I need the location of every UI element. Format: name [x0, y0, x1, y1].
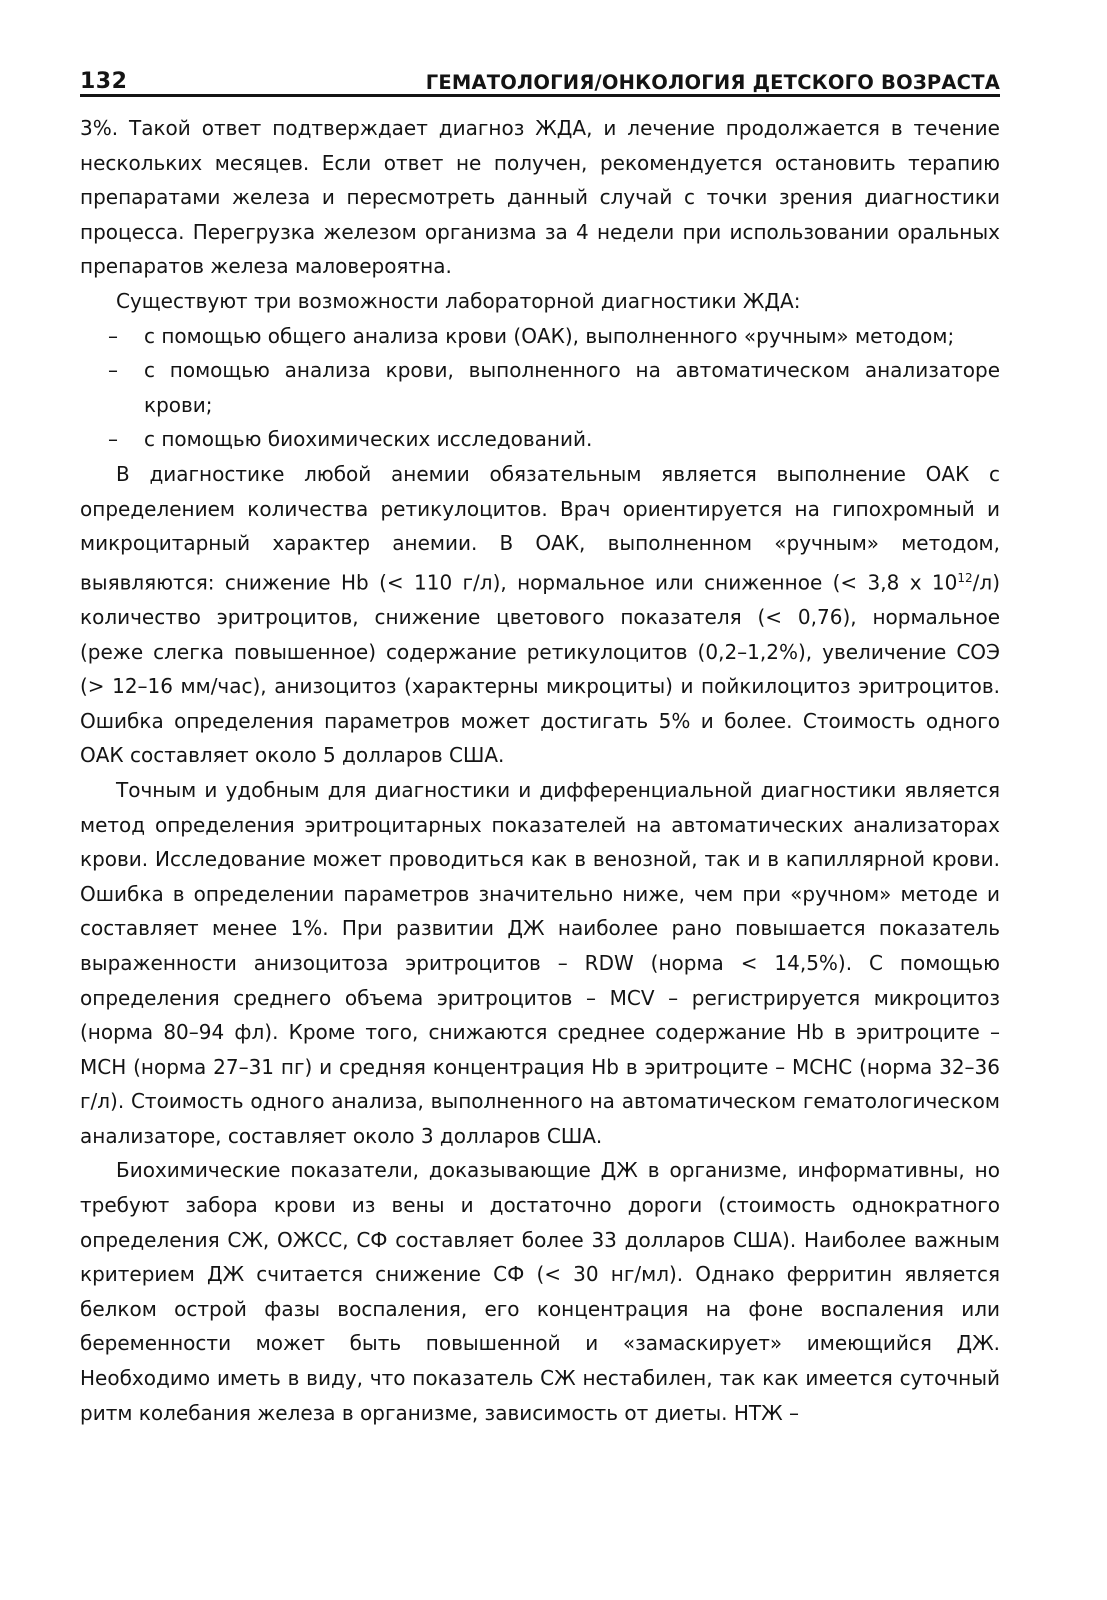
- paragraph-cbc-part1: В диагностике любой анемии обязательным является выполнение ОАК с определением количества ретикулоцитов. Врач ориентируется на гипохромный и микроцитарный характер анемии. В ОАК, выполненном «ручным» методом, выявляются: снижение Hb (< 110 г/л), нормальное или сниженное (< 3,8 x 10: [80, 461, 1000, 595]
- paragraph-biochemical: Биохимические показатели, доказывающие ДЖ в организме, информативны, но требуют забора крови из вены и достаточно дороги (стоимость однократного определения СЖ, ОЖСС, СФ составляет более 33 долларов США). Наиболее важным критерием ДЖ считается снижение СФ (< 30 нг/мл). Однако ферритин является белком острой фазы воспаления, его концентрация на фоне воспаления или беременности может быть повышенной и «замаскирует» имеющийся ДЖ. Необходимо иметь в виду, что показатель СЖ нестабилен, так как имеется суточный ритм колебания железа в организме, зависимость от диеты. НТЖ –: [80, 1158, 1000, 1425]
- body-text: [80, 111, 1000, 1430]
- running-title: ГЕМАТОЛОГИЯ/ОНКОЛОГИЯ ДЕТСКОГО ВОЗРАСТА: [425, 71, 1000, 94]
- list-item: – с помощью биохимических исследований.: [80, 422, 1000, 457]
- paragraph-lab-options-intro: Существуют три возможности лабораторной диагностики ЖДА:: [116, 288, 801, 313]
- paragraph-cbc-part2: /л) количество эритроцитов, снижение цветового показателя (< 0,76), нормальное (реже слегка повышенное) содержание ретикулоцитов (0,2–1,2%), увеличение СОЭ (> 12–16 мм/час), анизоцитоз (характерны микроциты) и пойкилоцитоз эритроцитов. Ошибка определения параметров может достигать 5% и более. Стоимость одного ОАК составляет около 5 долларов США.: [80, 570, 1000, 768]
- page-number: 132: [80, 69, 128, 94]
- paragraph-automated-analyzer: Точным и удобным для диагностики и дифференциальной диагностики является метод определения эритроцитарных показателей на автоматических анализаторах крови. Исследование может проводиться как в венозной, так и в капиллярной крови. Ошибка в определении параметров значительно ниже, чем при «ручном» методе и составляет менее 1%. При развитии ДЖ наиболее рано повышается показатель выраженности анизоцитоза эритроцитов – RDW (норма < 14,5%). С помощью определения среднего объема эритроцитов – MCV – регистрируется микроцитоз (норма 80–94 фл). Кроме того, снижаются среднее содержание Hb в эритроците – МСН (норма 27–31 пг) и средняя концентрация Hb в эритроците – МСНС (норма 32–36 г/л). Стоимость одного анализа, выполненного на автоматическом гематологическом анализаторе, составляет около 3 долларов США.: [80, 777, 1000, 1148]
- list-item: – с помощью анализа крови, выполненного на автоматическом анализаторе крови;: [80, 353, 1000, 422]
- list-item: – с помощью общего анализа крови (ОАК), выполненного «ручным» методом;: [80, 319, 1000, 354]
- page-header: [80, 60, 1000, 97]
- lab-options-list: [80, 319, 1000, 457]
- book-page: [80, 60, 1000, 1430]
- paragraph-cbc: [80, 457, 1000, 773]
- exponent: 12: [957, 570, 973, 585]
- paragraph-continuation: 3%. Такой ответ подтверждает диагноз ЖДА, и лечение продолжается в течение нескольких месяцев. Если ответ не получен, рекомендуется остановить терапию препаратами железа и пересмотреть данный случай с точки зрения диагностики процесса. Перегрузка железом организма за 4 недели при использовании оральных препаратов железа маловероятна.: [80, 116, 1000, 279]
